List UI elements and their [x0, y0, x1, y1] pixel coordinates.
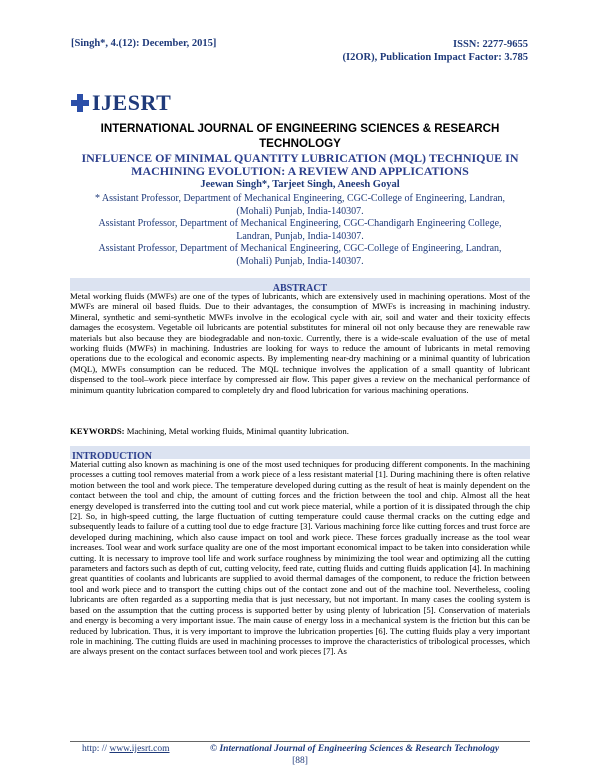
affiliation-1	[70, 193, 530, 218]
impact-factor-line: (I2OR), Publication Impact Factor: 3.785	[342, 52, 528, 63]
keywords-text: Machining, Metal working fluids, Minimal quantity lubrication.	[124, 426, 349, 436]
abstract-heading-bar	[70, 278, 530, 294]
journal-logo	[70, 90, 171, 116]
footer-divider	[70, 741, 530, 742]
journal-name-line1: INTERNATIONAL JOURNAL OF ENGINEERING SCIENCES & RESEARCH	[100, 122, 500, 135]
plus-cross-icon	[70, 93, 90, 113]
affiliation-line: * Assistant Professor, Department of Mechanical Engineering, CGC-College of Engineering, Landran,	[94, 193, 506, 204]
journal-name-line2: TECHNOLOGY	[259, 137, 341, 150]
introduction-heading-bar	[70, 446, 530, 462]
logo-text: IJESRT	[92, 90, 172, 115]
footer-copyright: © International Journal of Engineering Sciences & Research Technology	[210, 744, 500, 754]
paper-title-line1: INFLUENCE OF MINIMAL QUANTITY LUBRICATION (MQL) TECHNIQUE IN	[81, 151, 519, 165]
page-number: [88]	[292, 756, 308, 766]
abstract-body: Metal working fluids (MWFs) are one of the types of lubricants, which are extensively used in machining operations. Most of the MWFs are mineral oil based fluids. Due to their advantages, the consumption of MWFs is increasing in machining industry. Mineral, synthetic and semi-synthetic MWFs involve in the ecological cycle with air, soil and water and their toxicity effects damages the ecosystem. Vegetable oil lubricants are potential substitutes for mineral oil not only because they are renewable raw materials but also because they are biodegradable and non-toxic. Currently, there is a wide-scale evaluation of the use of metal working fluids (MWFs) in machining. Industries are looking for ways to reduce the amount of lubricants in metal removing operations due to the ecological and economic aspects. By implementing near-dry machining or a minimal quantity of lubrication (MQL), MWFs consumption can be reduced. The MQL technique involves the application of a small quantity of lubricant dispensed to the tool–work piece interface by compressed air flow. This paper gives a review on the mechanical performance of minimum quantity lubrication compared to completely dry and flood lubrication for various machining operations.	[70, 291, 530, 395]
journal-name	[70, 121, 530, 151]
introduction-heading: INTRODUCTION	[72, 451, 153, 462]
affiliation-3	[70, 243, 530, 268]
introduction-body: Material cutting also known as machining is one of the most used techniques for producing different components. In the machining processes a cutting tool removes material from a work piece of a less resistant material [1]. During machining there is often relative motion between the tool and work piece. The temperature developed during cutting as the result of heat is mainly dependent on the contact between the tool and chip, the amount of cutting forces and the friction between the tool and chip. Almost all the heat energy developed is transferred into the cutting tool and cut work piece material, while a portion of it is dissipated through the chip [2]. So, in high-speed cutting, the large fluctuation of cutting temperature could cause thermal cracks on the cutting edge and subsequently leads to failure of a cutting tool due to edge fracture [3]. Various machining force like cutting forces and trust force are developed during machining, which also cause impact on tool and work piece. These forces gradually increase as the tool wear increases. Tool wear and work surface quality are one of the most important economical impact to be taken into consideration while cutting. It is necessary to improve tool life and work surface roughness by minimizing the tool wear and optimizing all the cutting parameters and factors such as depth of cut, cutting velocity, feed rate, cutting fluids and cutting fluids application [4]. In machining great quantities of coolants and lubricants are supplied to avoid thermal damages of the component, to reduce the friction between tool and work piece and to transport the cutting chips out of the contact zone and out of the machine tool. Nevertheless, cooling lubricants are often regarded as a supporting media that is just necessary, but not important. In many cases the cooling system is based on the assumption that the cutting process is supported better by using plenty of lubrication [5]. Conservation of materials and energy is becoming a very important issue. The main cause of energy loss in a mechanical system is the friction but this can be reduced by lubrication. Thus, it is very important to improve the lubrication properties [6]. The cutting fluids play a very important role in machining. The cutting fluids are used in machining processes to improve the characteristics of tribological processes, which are always present on the contact surfaces between tool and work pieces [7]. As	[70, 459, 530, 657]
footer-url-prefix: http: //	[82, 744, 110, 754]
paper-title-line2: MACHINING EVOLUTION: A REVIEW AND APPLICATIONS	[131, 164, 469, 178]
affiliation-line: Assistant Professor, Department of Mechanical Engineering, CGC-Chandigarh Engineering College,	[98, 218, 502, 229]
author-list: Jeewan Singh*, Tarjeet Singh, Aneesh Goyal	[200, 179, 400, 190]
issn-line: ISSN: 2277-9655	[453, 39, 528, 50]
header-citation: [Singh*, 4.(12): December, 2015]	[71, 38, 217, 49]
keywords	[70, 426, 530, 436]
paper-title	[70, 152, 530, 178]
affiliation-line: Assistant Professor, Department of Mechanical Engineering, CGC-College of Engineering, Landran,	[98, 243, 502, 254]
affiliation-2	[70, 218, 530, 243]
keywords-label: KEYWORDS:	[70, 426, 125, 436]
header-issn	[343, 38, 528, 64]
footer-url	[82, 744, 170, 754]
abstract-heading: ABSTRACT	[272, 283, 328, 294]
website-link[interactable]: www.ijesrt.com	[109, 744, 170, 754]
affiliation-line: Landran, Punjab, India-140307.	[236, 230, 364, 242]
affiliation-line: (Mohali) Punjab, India-140307.	[236, 255, 364, 267]
affiliation-line: (Mohali) Punjab, India-140307.	[236, 205, 364, 217]
